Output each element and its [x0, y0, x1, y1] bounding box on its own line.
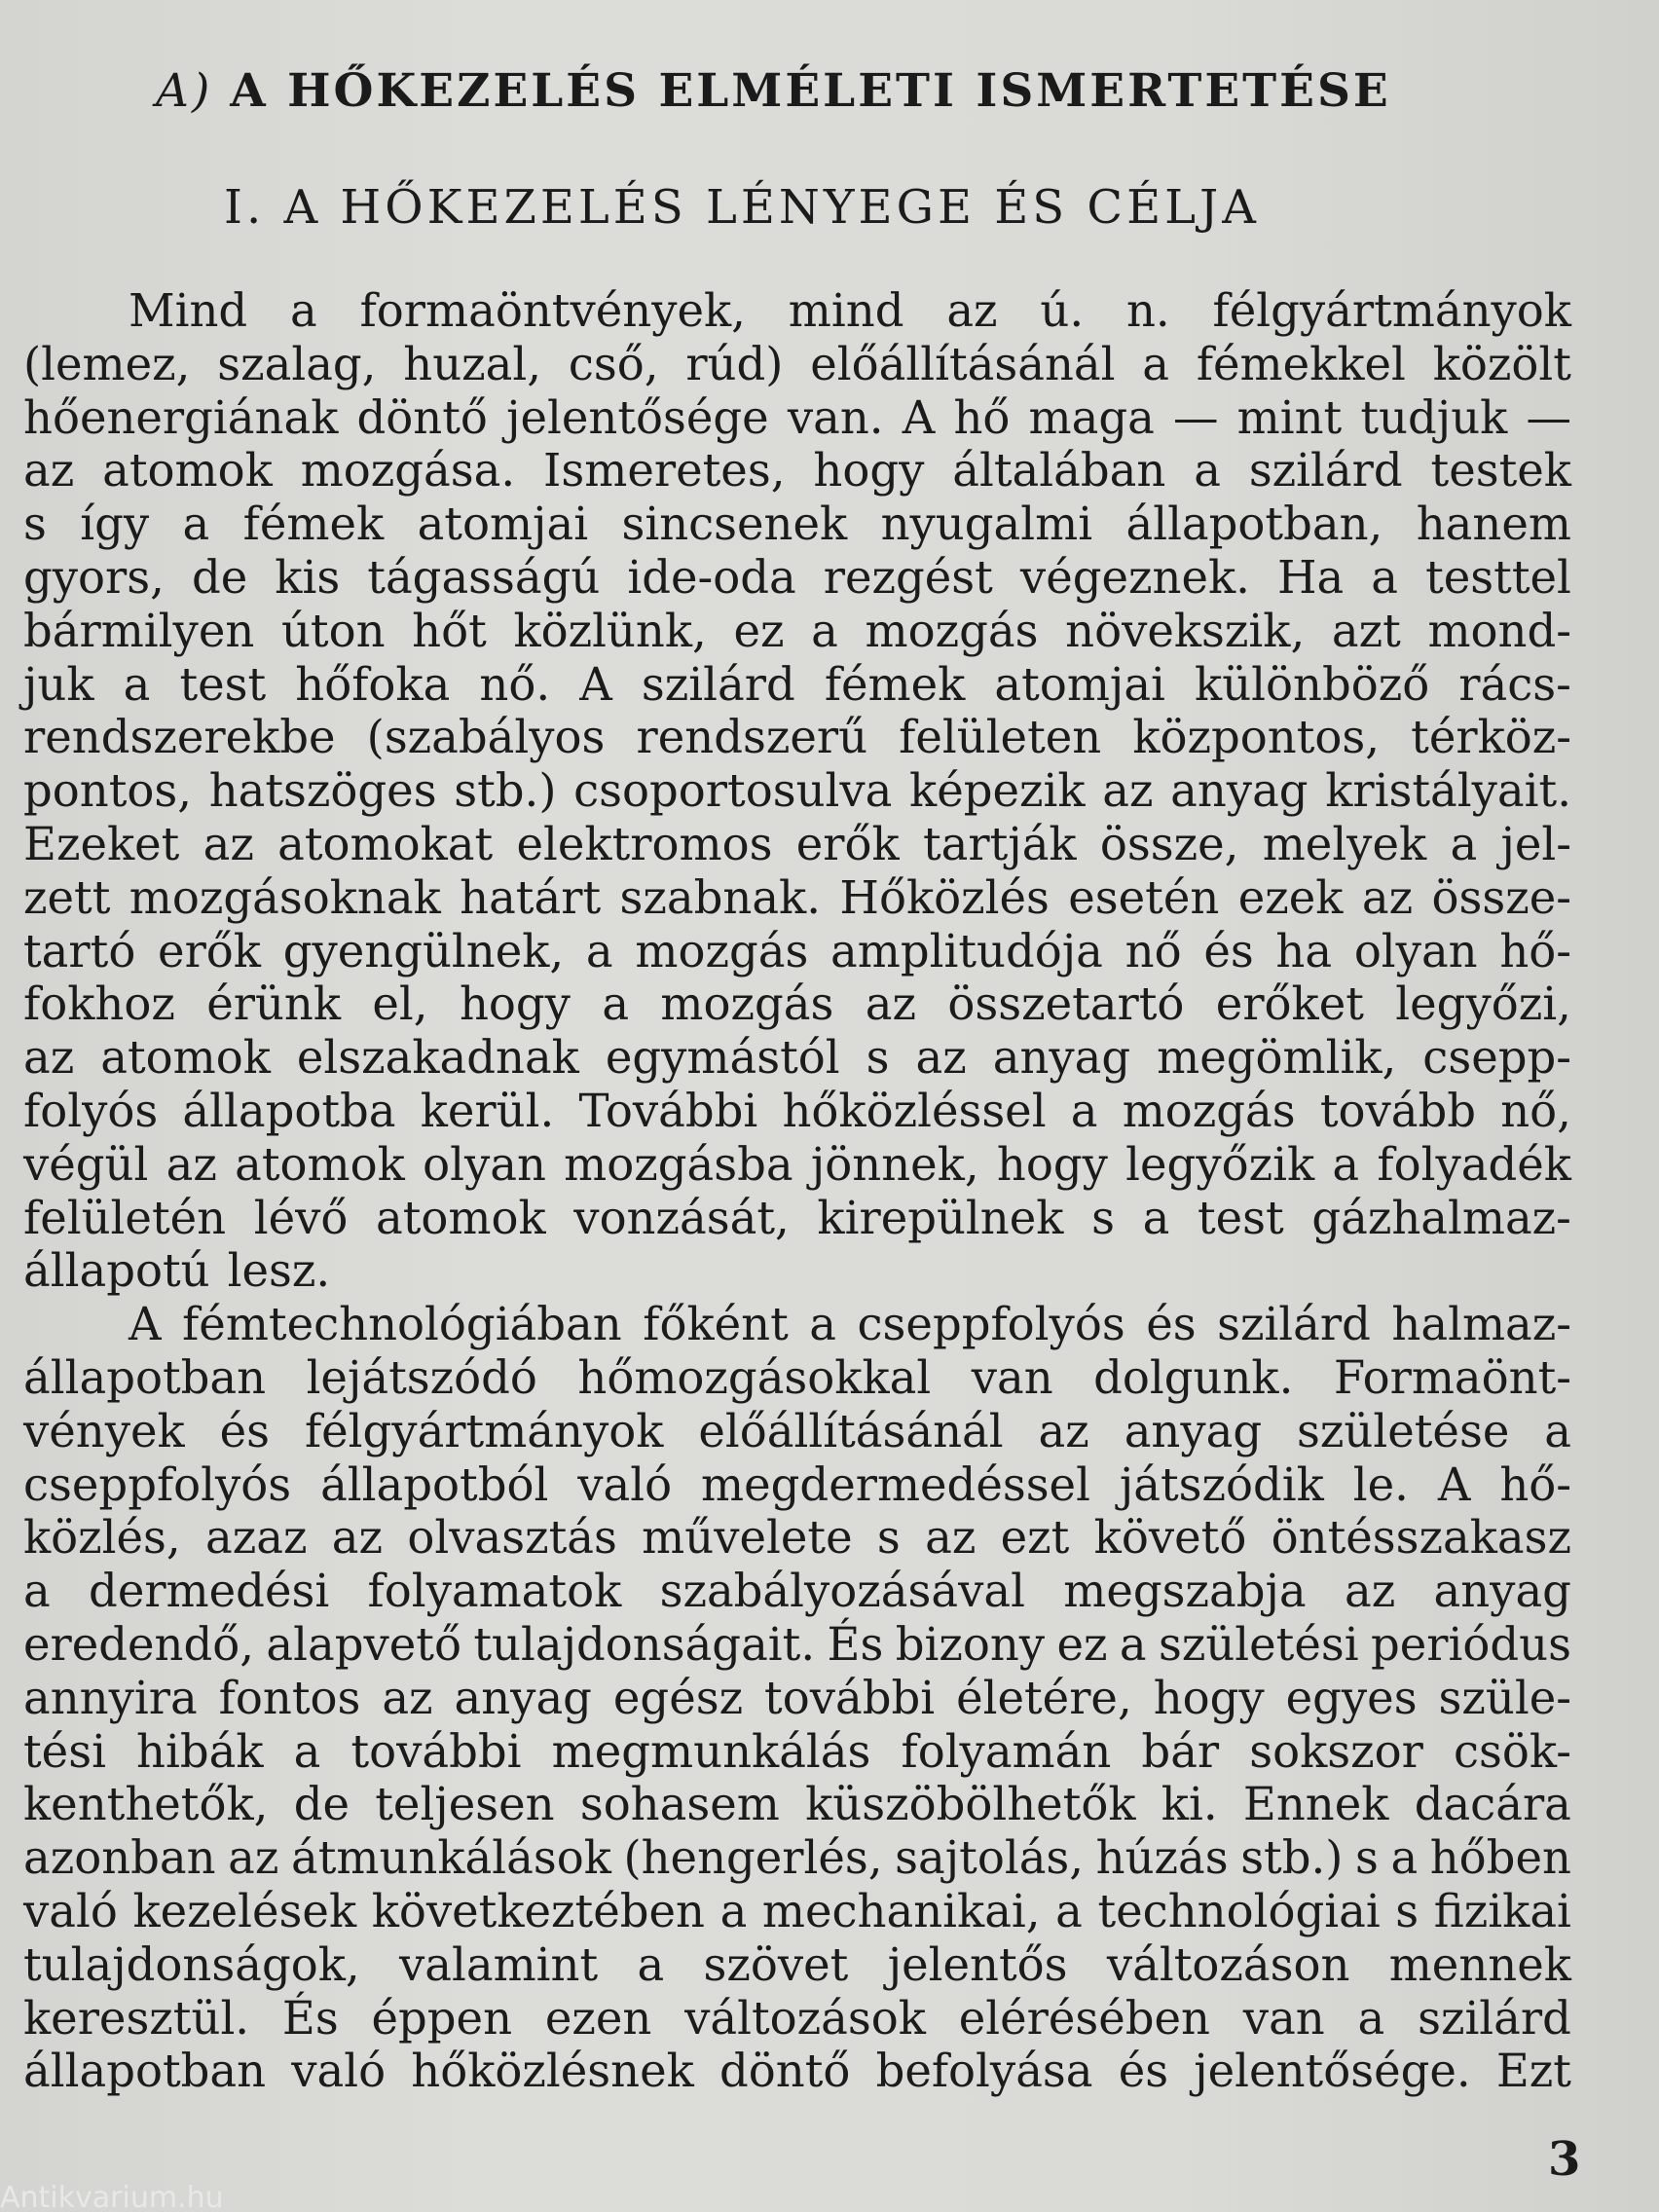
chapter-heading: I. A HŐKEZELÉS LÉNYEGE ÉS CÉLJA	[224, 180, 1260, 235]
text-line: zett mozgásoknak határt szabnak. Hőközlés esetén ezek az össze-	[23, 870, 1571, 924]
section-label: A)	[156, 64, 213, 118]
paragraph	[23, 284, 1571, 1298]
text-line: folyós állapotba kerül. További hőközléssel a mozgás tovább nő,	[23, 1084, 1571, 1137]
text-line: eredendő, alapvető tulajdonságait. És bizony ez a születési periódus	[23, 1617, 1571, 1671]
section-title: A HŐKEZELÉS ELMÉLETI ISMERTETÉSE	[230, 64, 1391, 118]
text-line: felületén lévő atomok vonzását, kirepülnek s a test gázhalmaz-	[23, 1191, 1571, 1244]
text-line: pontos, hatszöges stb.) csoportosulva képezik az anyag kristályait.	[23, 764, 1571, 818]
text-line: annyira fontos az anyag egész további életére, hogy egyes szüle-	[23, 1671, 1571, 1724]
text-line: gyors, de kis tágasságú ide-oda rezgést végeznek. Ha a testtel	[23, 550, 1571, 604]
text-line: fokhoz érünk el, hogy a mozgás az összetartó erőket legyőzi,	[23, 977, 1571, 1031]
page-number: 3	[1548, 2132, 1581, 2187]
text-line: állapotú lesz.	[23, 1244, 331, 1298]
paragraph	[23, 1298, 1571, 2098]
text-line: tulajdonságok, valamint a szövet jelentős változáson mennek	[23, 1937, 1571, 1991]
text-line: állapotban való hőközlésnek döntő befolyása és jelentősége. Ezt	[23, 2045, 1571, 2098]
text-line: bármilyen úton hőt közlünk, ez a mozgás növekszik, azt mond-	[23, 604, 1571, 657]
text-line: végül az atomok olyan mozgásba jönnek, hogy legyőzik a folyadék	[23, 1137, 1571, 1191]
text-line: tési hibák a további megmunkálás folyamán bár sokszor csök-	[23, 1724, 1571, 1778]
text-line: s így a fémek atomjai sincsenek nyugalmi állapotban, hanem	[23, 498, 1571, 551]
body-text	[23, 284, 1571, 2098]
text-line: állapotban lejátszódó hőmozgásokkal van dolgunk. Formaönt-	[23, 1350, 1571, 1404]
text-line: hőenergiának döntő jelentősége van. A hő maga — mint tudjuk —	[23, 390, 1571, 444]
watermark: Antikvarium.hu	[0, 2185, 224, 2212]
text-line: juk a test hőfoka nő. A szilárd fémek atomjai különböző rács-	[23, 657, 1571, 711]
text-line: az atomok elszakadnak egymástól s az anyag megömlik, csepp-	[23, 1031, 1571, 1085]
text-line: (lemez, szalag, huzal, cső, rúd) előállításánál a fémekkel közölt	[23, 337, 1571, 390]
text-line: kenthetők, de teljesen sohasem küszöbölhetők ki. Ennek dacára	[23, 1778, 1571, 1831]
text-line: a dermedési folyamatok szabályozásával megszabja az anyag	[23, 1565, 1571, 1618]
text-line: vények és félgyártmányok előállításánál az anyag születése a	[23, 1404, 1571, 1457]
text-line: tartó erők gyengülnek, a mozgás amplitudója nő és ha olyan hő-	[23, 924, 1571, 977]
section-heading	[156, 64, 1480, 118]
text-line: keresztül. És éppen ezen változások elérésében van a szilárd	[23, 1991, 1571, 2045]
text-line: A fémtechnológiában főként a cseppfolyós és szilárd halmaz-	[129, 1298, 1571, 1351]
text-line: Mind a formaöntvények, mind az ú. n. félgyártmányok	[129, 284, 1571, 337]
text-line: cseppfolyós állapotból való megdermedéssel játszódik le. A hő-	[23, 1457, 1571, 1511]
text-line: közlés, azaz az olvasztás művelete s az ezt követő öntésszakasz	[23, 1511, 1571, 1565]
text-line: az atomok mozgása. Ismeretes, hogy általában a szilárd testek	[23, 444, 1571, 498]
text-line: való kezelések következtében a mechanikai, a technológiai s fizikai	[23, 1884, 1571, 1937]
text-line: Ezeket az atomokat elektromos erők tartják össze, melyek a jel-	[23, 817, 1571, 870]
text-line: azonban az átmunkálások (hengerlés, sajtolás, húzás stb.) s a hőben	[23, 1831, 1571, 1885]
text-line: rendszerekbe (szabályos rendszerű felületen központos, térköz-	[23, 711, 1571, 764]
